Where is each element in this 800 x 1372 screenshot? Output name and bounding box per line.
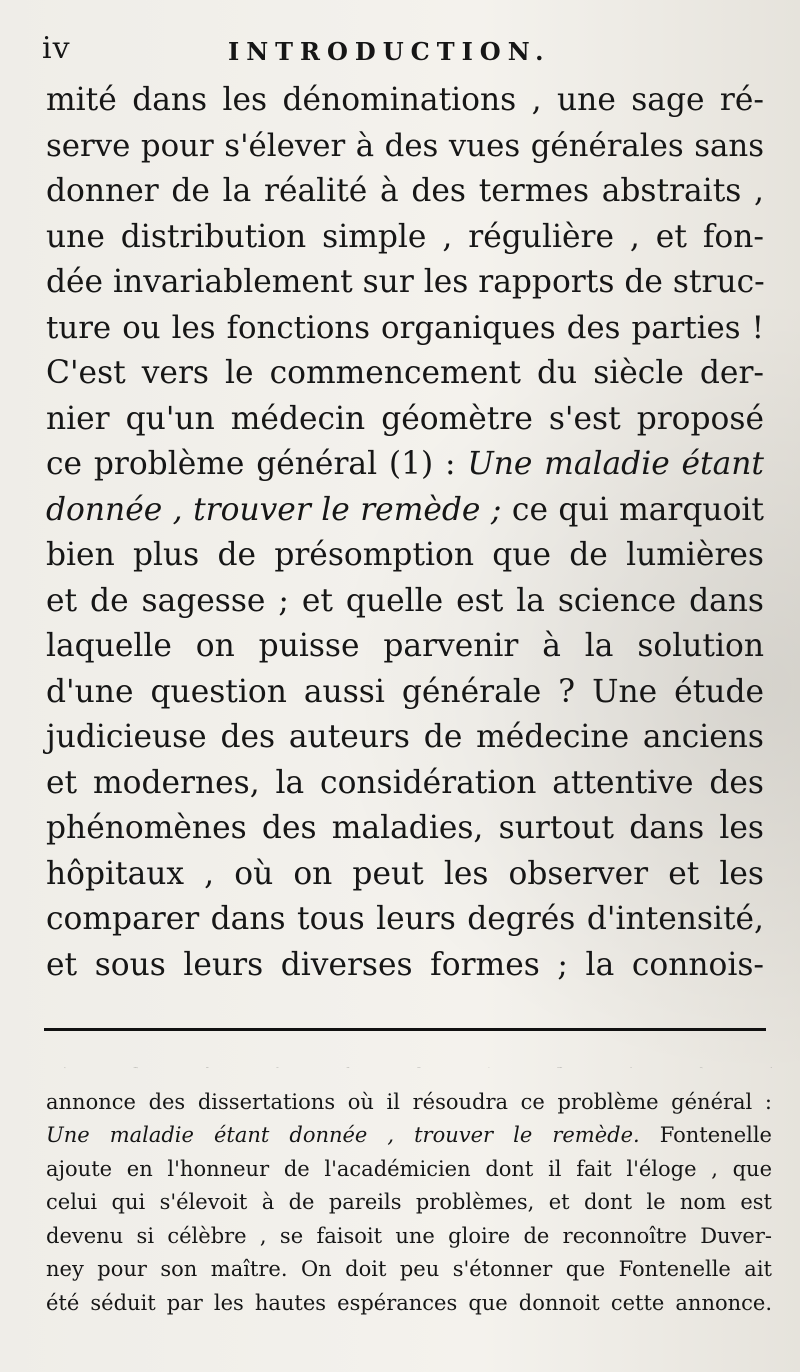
footnote-line: (1) Pitcairn, dans une lettre écrite à Duverney en 1712, lui xyxy=(64,1068,772,1069)
text-line: laquelle on puisse parvenir à la solution xyxy=(46,628,764,664)
text-line: dée invariablement sur les rapports de struc- xyxy=(46,264,765,300)
text-line: mité dans les dénominations , une sage ré- xyxy=(46,82,764,118)
footnote-line: ajoute en l'honneur de l'académicien dont il fait l'éloge , que xyxy=(46,1156,772,1181)
footnote-line: été séduit par les hautes espérances que donnoit cette annonce. xyxy=(46,1290,772,1315)
text-segment: Fontenelle xyxy=(659,1123,772,1147)
footnote-line: annonce des dissertations où il résoudra ce problème général : xyxy=(46,1089,772,1114)
text-line: donner de la réalité à des termes abstraits , xyxy=(46,173,764,209)
text-segment: ce problème général (1) : xyxy=(46,446,456,482)
text-line: d'une question aussi générale ? Une étude xyxy=(46,673,764,710)
text-segment: ce qui marquoit xyxy=(511,491,764,528)
footnote-line: celui qui s'élevoit à de pareils problèmes, et dont le nom est xyxy=(46,1190,772,1214)
page-header xyxy=(42,26,762,76)
footnote xyxy=(46,1052,772,1320)
text-line: nier qu'un médecin géomètre s'est proposé xyxy=(46,400,764,437)
footnote-line: devenu si célèbre , se faisoit une gloire de reconnoître Duver- xyxy=(46,1223,772,1248)
running-head: INTRODUCTION. xyxy=(228,37,551,66)
italic-segment: Une maladie étant xyxy=(467,446,765,482)
text-line: ture ou les fonctions organiques des parties ! xyxy=(46,309,764,346)
footnote-rule xyxy=(44,1028,766,1031)
footnote-line: ney pour son maître. On doit peu s'étonner que Fontenelle ait xyxy=(46,1257,772,1281)
text-line: hôpitaux , où on peut les observer et les xyxy=(46,855,764,892)
text-line-mixed xyxy=(46,442,764,488)
text-line-mixed xyxy=(46,488,764,534)
main-text xyxy=(46,78,764,988)
text-line: judicieuse des auteurs de médecine anciens xyxy=(46,719,764,755)
text-line: C'est vers le commencement du siècle der- xyxy=(46,355,764,391)
text-line: et sous leurs diverses formes ; la connois- xyxy=(46,946,764,983)
text-line: et modernes, la considération attentive des xyxy=(46,764,764,801)
italic-segment: donnée , trouver le remède ; xyxy=(46,491,502,528)
text-line: serve pour s'élever à des vues générales sans xyxy=(46,127,764,164)
text-line: phénomènes des maladies, surtout dans les xyxy=(46,810,764,846)
text-line: une distribution simple , régulière , et fon- xyxy=(46,218,764,255)
text-line: et de sagesse ; et quelle est la science dans xyxy=(46,582,764,619)
text-line: bien plus de présomption que de lumières xyxy=(46,537,764,573)
page-number: iv xyxy=(42,31,71,66)
italic-segment: Une maladie étant donnée , trouver le remède. xyxy=(46,1123,640,1147)
text-line: comparer dans tous leurs degrés d'intensité, xyxy=(46,901,764,937)
footnote-line-mixed xyxy=(46,1119,772,1153)
